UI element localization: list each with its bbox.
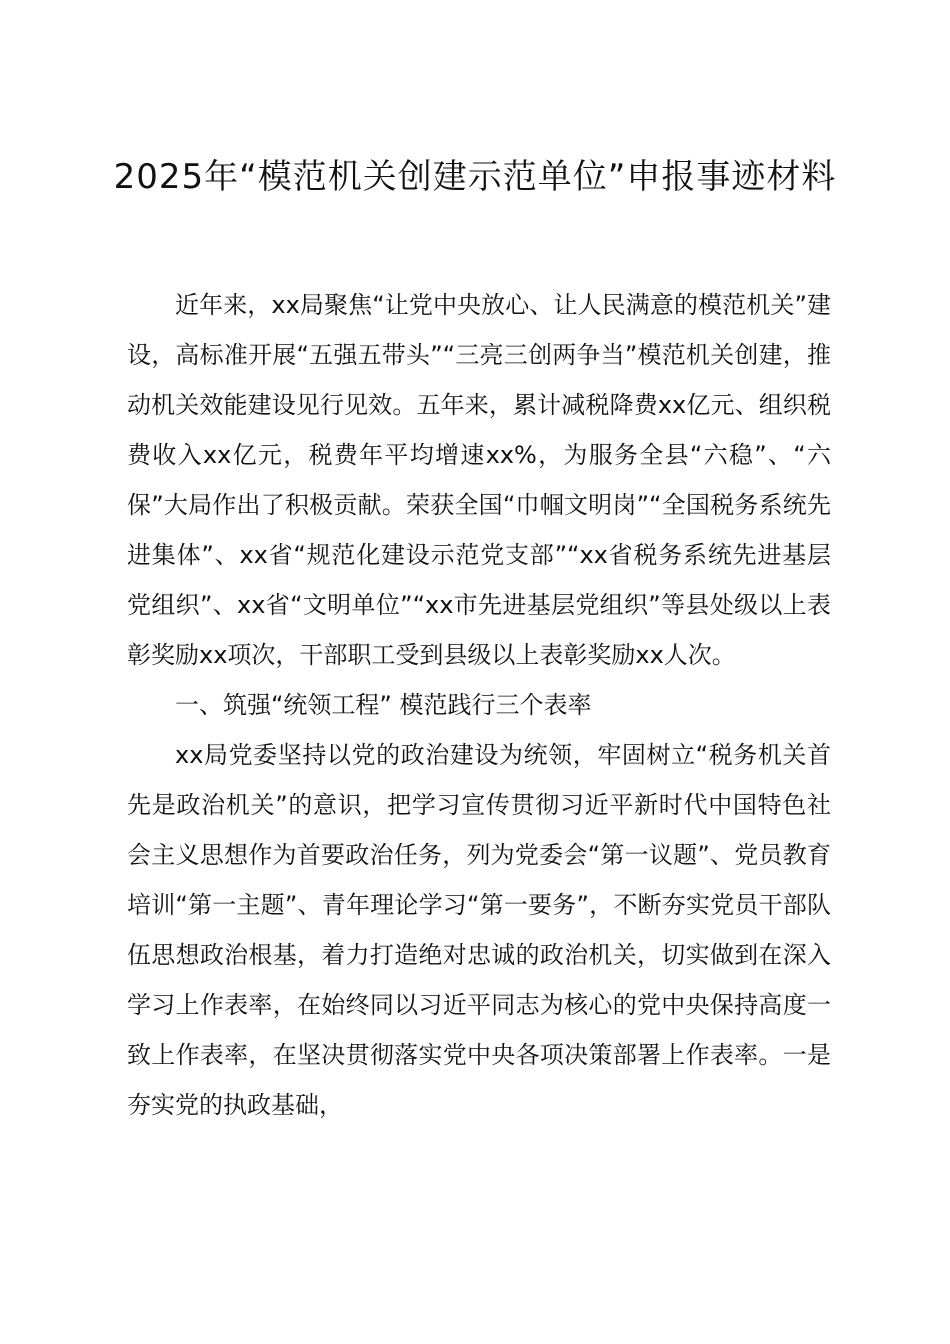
intro-paragraph: 近年来，xx局聚焦“让党中央放心、让人民满意的模范机关”建设，高标准开展“五强五带头”“三亮三创两争当”模范机关创建，推动机关效能建设见行见效。五年来，累计减税降费xx亿元、组织税费收入xx亿元，税费年平均增速xx%，为服务全县“六稳”、“六保”大局作出了积极贡献。荣获全国“巾帼文明岗”“全国税务系统先进集体”、xx省“规范化建设示范党支部”“xx省税务系统先进基层党组织”、xx省“文明单位”“xx市先进基层党组织”等县处级以上表彰奖励xx项次，干部职工受到县级以上表彰奖励xx人次。 — [127, 291, 831, 669]
section-heading-1: 一、筑强“统领工程” 模范践行三个表率 — [175, 691, 592, 719]
document-body — [127, 280, 831, 1130]
section-1-paragraph: xx局党委坚持以党的政治建设为统领，牢固树立“税务机关首先是政治机关”的意识，把学习宣传贯彻习近平新时代中国特色社会主义思想作为首要政治任务，列为党委会“第一议题”、党员教育培训“第一主题”、青年理论学习“第一要务”，不断夯实党员干部队伍思想政治根基，着力打造绝对忠诚的政治机关，切实做到在深入学习上作表率，在始终同以习近平同志为核心的党中央保持高度一致上作表率，在坚决贯彻落实党中央各项决策部署上作表率。一是夯实党的执政基础， — [127, 741, 831, 1119]
document-title: 2025年“模范机关创建示范单位”申报事迹材料 — [113, 157, 837, 197]
